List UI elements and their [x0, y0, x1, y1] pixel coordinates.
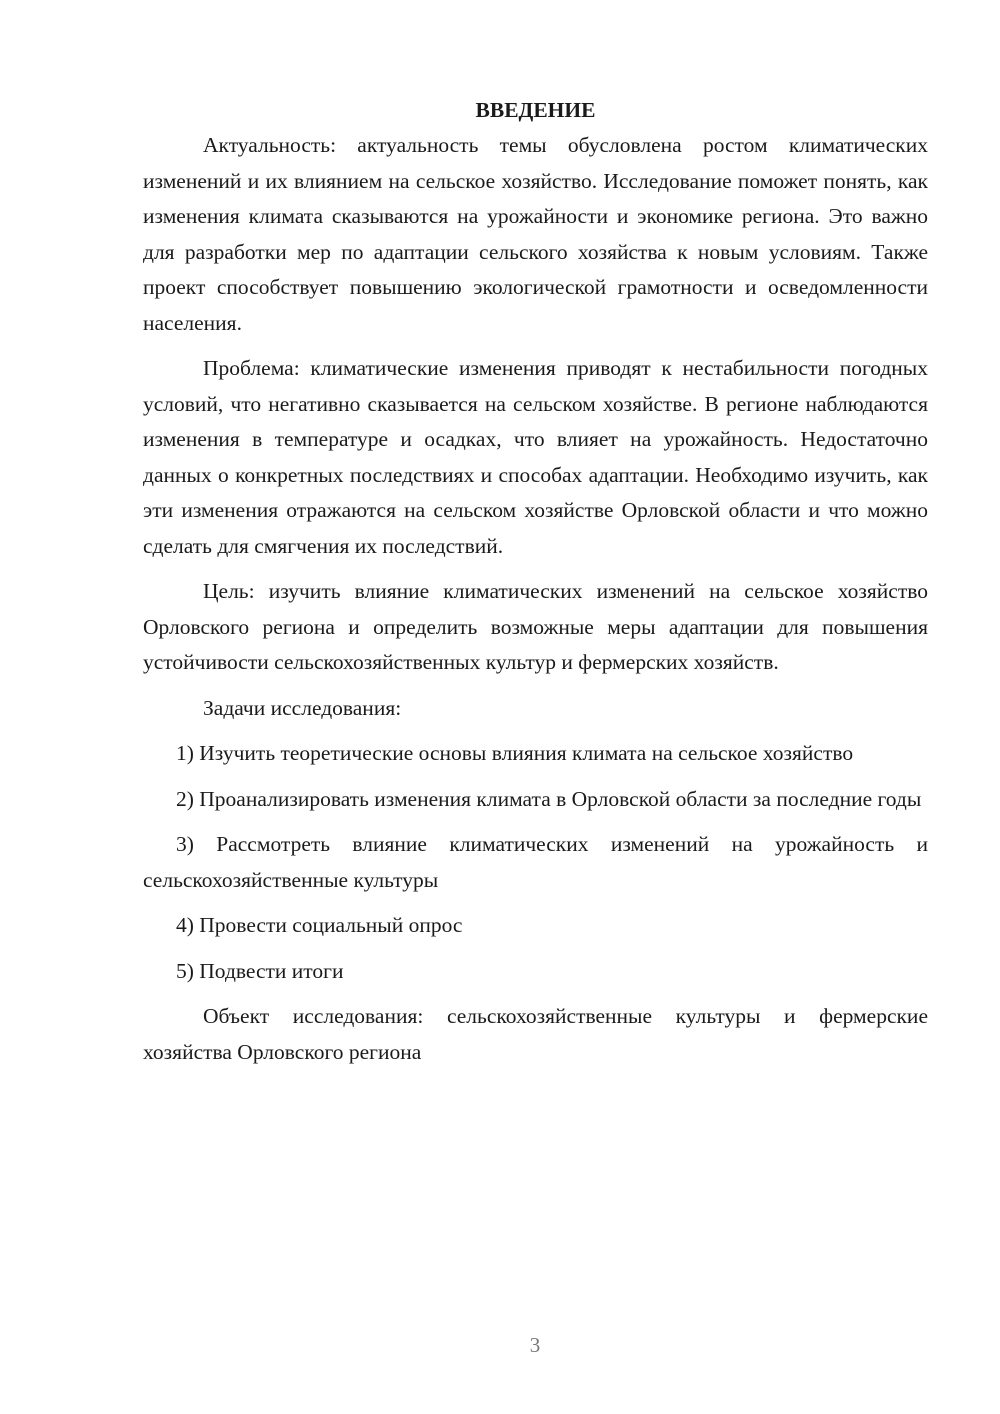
task-item: 5) Подвести итоги: [176, 958, 344, 983]
relevance-paragraph: Актуальность: актуальность темы обусловлена ростом климатических изменений и их влиянием на сельское хозяйство. Исследование поможет понять, как изменения климата сказываются на урожайности и экономике региона. Это важно для разработки мер по адаптации сельского хозяйства к новым условиям. Также проект способствует повышению экологической грамотности и осведомленности населения.: [143, 133, 928, 335]
task-item: 4) Провести социальный опрос: [176, 913, 463, 937]
task-item: 3) Рассмотреть влияние климатических изменений на урожайность и сельскохозяйственные культуры: [143, 832, 928, 892]
object-paragraph: Объект исследования: сельскохозяйственные культуры и фермерские хозяйства Орловского региона: [143, 1004, 928, 1064]
task-item: 1) Изучить теоретические основы влияния климата на сельское хозяйство: [176, 741, 854, 765]
page-title: ВВЕДЕНИЕ: [475, 98, 596, 122]
document-page: [143, 92, 928, 1070]
tasks-title: Задачи исследования:: [203, 695, 402, 720]
page-number: 3: [529, 1333, 541, 1357]
task-item: 2) Проанализировать изменения климата в Орловской области за последние годы: [176, 786, 922, 811]
goal-paragraph: Цель: изучить влияние климатических изменений на сельское хозяйство Орловского региона и определить возможные меры адаптации для повышения устойчивости сельскохозяйственных культур и фермерских хозяйств.: [143, 579, 928, 674]
problem-paragraph: Проблема: климатические изменения приводят к нестабильности погодных условий, что негативно сказывается на сельском хозяйстве. В регионе наблюдаются изменения в температуре и осадках, что влияет на урожайность. Недостаточно данных о конкретных последствиях и способах адаптации. Необходимо изучить, как эти изменения отражаются на сельском хозяйстве Орловской области и что можно сделать для смягчения их последствий.: [143, 356, 928, 558]
